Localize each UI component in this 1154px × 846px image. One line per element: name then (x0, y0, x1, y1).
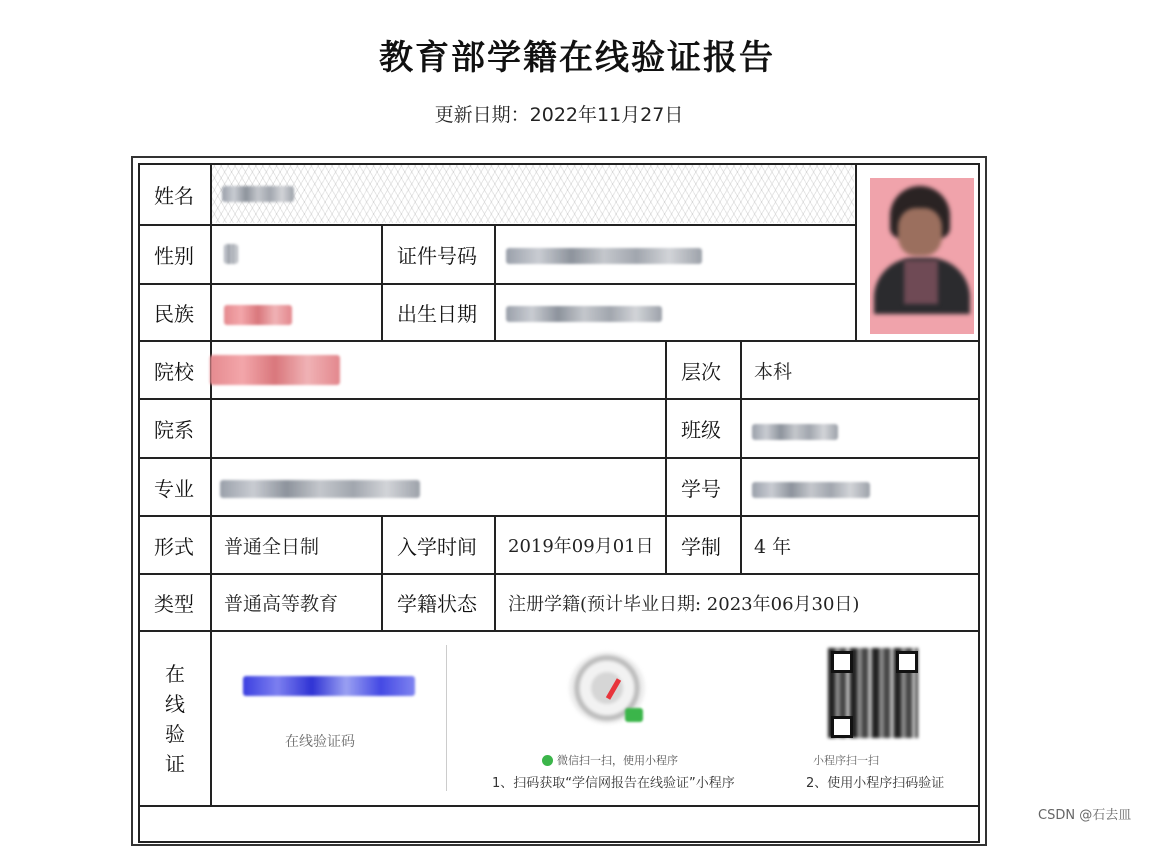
wechat-hint-text: 微信扫一扫，使用小程序 (557, 754, 678, 767)
redacted-ethnicity (224, 305, 292, 325)
verify-code-label: 在线验证码 (285, 734, 355, 750)
grid-line (140, 630, 978, 632)
redacted-major (220, 480, 420, 498)
security-pattern (212, 165, 854, 223)
label-major: 专业 (154, 476, 194, 501)
label-enroll-date: 入学时间 (397, 534, 477, 559)
value-duration: 4 年 (754, 535, 792, 558)
section-divider (446, 645, 447, 791)
value-enroll-date: 2019年09月01日 (508, 536, 654, 557)
wechat-hint (542, 752, 678, 768)
redacted-school (210, 355, 340, 385)
label-level: 层次 (681, 359, 721, 384)
qr-corner-icon (831, 651, 853, 673)
grid-line (140, 805, 978, 807)
step-2-text: 2、使用小程序扫码验证 (806, 776, 945, 791)
grid-line (855, 165, 857, 342)
label-duration: 学制 (681, 534, 721, 559)
report-title: 教育部学籍在线验证报告 (379, 38, 775, 78)
redacted-verify-code (243, 676, 415, 696)
mini-program-code[interactable] (565, 648, 655, 728)
redacted-name (222, 186, 294, 202)
redacted-birthdate (506, 306, 662, 322)
label-form: 形式 (154, 534, 194, 559)
qr-corner-icon (831, 716, 853, 738)
verify-char: 在 (165, 661, 185, 686)
label-gender: 性别 (154, 244, 194, 268)
verify-char: 验 (165, 721, 185, 746)
qr-corner-icon (896, 651, 918, 673)
label-department: 院系 (154, 418, 194, 442)
label-birthdate: 出生日期 (397, 302, 477, 326)
grid-line (494, 224, 496, 342)
grid-line (210, 165, 212, 807)
label-class: 班级 (681, 418, 721, 442)
student-photo (870, 178, 974, 334)
step-1-text: 1、扫码获取“学信网报告在线验证”小程序 (492, 776, 735, 791)
watermark: CSDN @石去皿 (1038, 808, 1132, 823)
label-school: 院校 (154, 359, 194, 384)
mini-program-hint: 小程序扫一扫 (813, 754, 879, 767)
value-form: 普通全日制 (224, 535, 320, 558)
update-date: 更新日期：2022年11月27日 (434, 104, 684, 126)
grid-line (140, 283, 856, 285)
value-status: 注册学籍(预计毕业日期: 2023年06月30日) (508, 593, 860, 615)
redacted-class (752, 424, 838, 440)
redacted-gender (224, 244, 238, 264)
label-type: 类型 (154, 592, 194, 616)
redacted-student-id (752, 482, 870, 498)
value-type: 普通高等教育 (224, 593, 339, 615)
grid-line (140, 398, 978, 400)
wechat-icon (542, 755, 553, 766)
grid-line (210, 224, 856, 226)
label-id-number: 证件号码 (397, 244, 477, 268)
label-student-id: 学号 (681, 476, 721, 501)
redacted-id-number (506, 248, 702, 264)
label-ethnicity: 民族 (154, 302, 194, 326)
verify-char: 证 (165, 751, 185, 776)
verify-char: 线 (165, 691, 185, 716)
value-level: 本科 (754, 360, 793, 383)
label-status: 学籍状态 (397, 592, 477, 616)
label-name: 姓名 (154, 184, 194, 208)
label-online-verify (140, 632, 210, 805)
grid-line (140, 457, 978, 459)
